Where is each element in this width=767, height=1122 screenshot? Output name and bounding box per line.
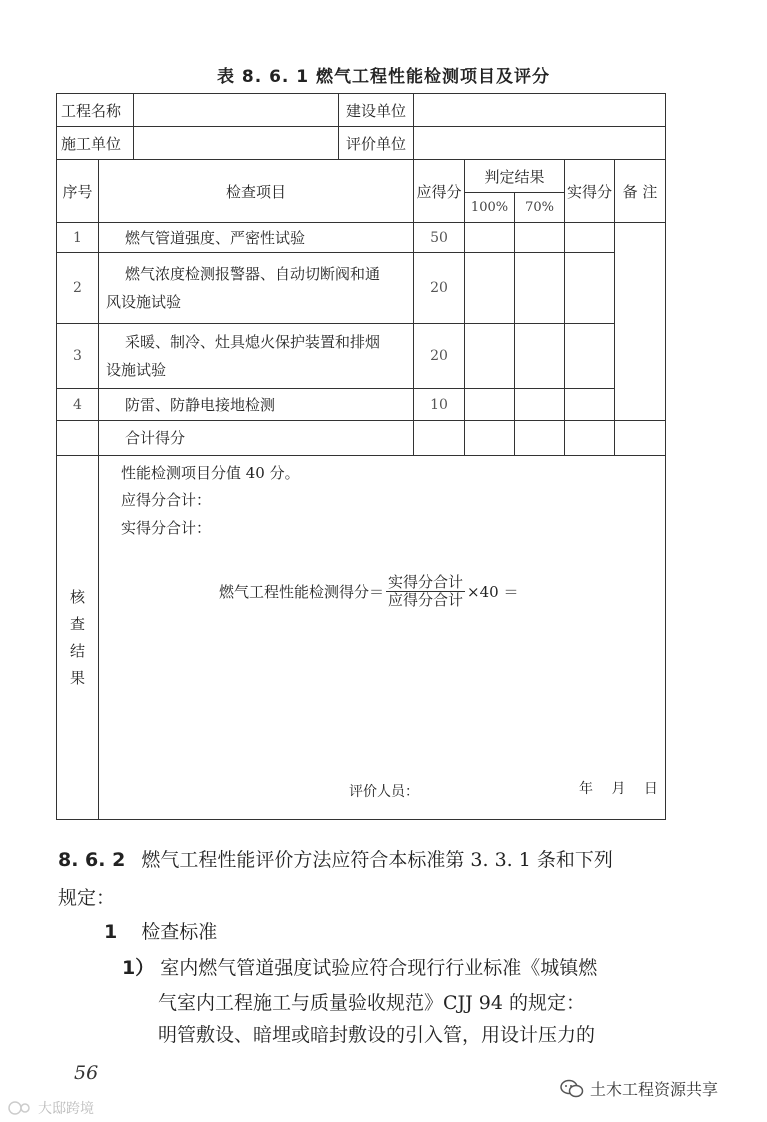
formula-denominator: 应得分合计 [388, 591, 464, 609]
row-item-line2: 风设施试验 [106, 293, 182, 311]
builder-unit-value [414, 94, 666, 127]
result-line3: 实得分合计： [121, 519, 212, 537]
table-row [57, 253, 666, 324]
clause-number: 8. 6. 2 [58, 849, 126, 871]
wechat-icon [560, 1079, 584, 1099]
col-remark-header: 备 注 [615, 160, 666, 223]
row-100 [465, 389, 515, 421]
item1-text: 检查标准 [141, 921, 218, 943]
formula-lhs: 燃气工程性能检测得分＝ [219, 583, 385, 601]
row-70 [515, 324, 565, 389]
project-name-label: 工程名称 [57, 94, 134, 127]
score-formula [219, 574, 518, 609]
page-number: 56 [74, 1062, 99, 1084]
clause-text-2: 规定： [58, 887, 116, 909]
row-70 [515, 389, 565, 421]
clause-text: 燃气工程性能评价方法应符合本标准第 3. 3. 1 条和下列 [141, 849, 613, 871]
col-100-header: 100% [465, 193, 515, 223]
col-actual-score-header: 实得分 [565, 160, 615, 223]
row-item [99, 324, 414, 389]
col-index-header: 序号 [57, 160, 99, 223]
row-item [99, 253, 414, 324]
total-label: 合计得分 [99, 421, 414, 456]
table-row [57, 324, 666, 389]
total-due [414, 421, 465, 456]
sub1-line2: 气室内工程施工与质量验收规范》CJJ 94 的规定： [158, 992, 586, 1014]
formula-numerator: 实得分合计 [388, 573, 464, 591]
col-judgement-header: 判定结果 [465, 160, 565, 193]
signer-label: 评价人员： [349, 784, 419, 800]
col-due-score-header: 应得分 [414, 160, 465, 223]
result-row [57, 456, 666, 820]
sub1-number: 1） [122, 957, 155, 979]
item1 [104, 914, 217, 950]
item1-number: 1 [104, 921, 118, 943]
row-actual [565, 223, 615, 253]
row-item-line1: 采暖、制冷、灶具熄火保护装置和排烟 [125, 333, 381, 351]
sub1-line1 [122, 950, 597, 986]
total-100 [465, 421, 515, 456]
total-remark [615, 421, 666, 456]
row-100 [465, 223, 515, 253]
row-index: 4 [57, 389, 99, 421]
remark-cell [615, 223, 666, 421]
formula-rhs: ×40 ＝ [467, 583, 519, 601]
row-70 [515, 253, 565, 324]
col-70-header: 70% [515, 193, 565, 223]
row-100 [465, 253, 515, 324]
row-100 [465, 324, 515, 389]
total-row [57, 421, 666, 456]
table-title: 表 8. 6. 1 燃气工程性能检测项目及评分 [216, 67, 551, 87]
construction-unit-value [134, 127, 339, 160]
result-label-char: 结 [69, 641, 85, 660]
row-item-line1: 燃气浓度检测报警器、自动切断阀和通 [125, 265, 381, 283]
row-score: 50 [414, 223, 465, 253]
row-70 [515, 223, 565, 253]
brand-logo-icon [8, 1100, 36, 1116]
eval-unit-label: 评价单位 [339, 127, 414, 160]
total-70 [515, 421, 565, 456]
builder-unit-label: 建设单位 [339, 94, 414, 127]
total-index [57, 421, 99, 456]
result-label [57, 456, 99, 820]
row-index: 1 [57, 223, 99, 253]
row-item: 防雷、防静电接地检测 [99, 389, 414, 421]
watermark-left-text: 大邸跨境 [38, 1101, 94, 1117]
row-index: 2 [57, 253, 99, 324]
row-index: 3 [57, 324, 99, 389]
row-actual [565, 253, 615, 324]
sub1-text-1: 室内燃气管道强度试验应符合现行行业标准《城镇燃 [160, 957, 598, 979]
table-row [57, 389, 666, 421]
row-actual [565, 389, 615, 421]
row-actual [565, 324, 615, 389]
total-actual [565, 421, 615, 456]
result-label-char: 果 [69, 668, 85, 687]
watermark-left [8, 1098, 94, 1118]
result-label-char: 查 [69, 614, 85, 633]
result-line2: 应得分合计： [121, 491, 212, 509]
row-score: 20 [414, 324, 465, 389]
eval-unit-value [414, 127, 666, 160]
result-line1: 性能检测项目分值 40 分。 [121, 464, 300, 482]
watermark-right-text: 土木工程资源共享 [590, 1080, 719, 1099]
watermark-right [560, 1077, 718, 1100]
formula-fraction [386, 574, 465, 609]
sub1-line3: 明管敷设、暗埋或暗封敷设的引入管，用设计压力的 [158, 1024, 596, 1046]
date-line: 年 月 日 [579, 781, 658, 797]
col-item-header: 检查项目 [99, 160, 414, 223]
clause-paragraph [58, 842, 613, 878]
construction-unit-label: 施工单位 [57, 127, 134, 160]
table-row [57, 223, 666, 253]
row-score: 10 [414, 389, 465, 421]
row-item-line2: 设施试验 [106, 361, 167, 379]
result-content [99, 456, 666, 820]
evaluation-table [56, 93, 666, 820]
result-label-char: 核 [69, 587, 85, 606]
row-item: 燃气管道强度、严密性试验 [99, 223, 414, 253]
row-score: 20 [414, 253, 465, 324]
project-name-value [134, 94, 339, 127]
